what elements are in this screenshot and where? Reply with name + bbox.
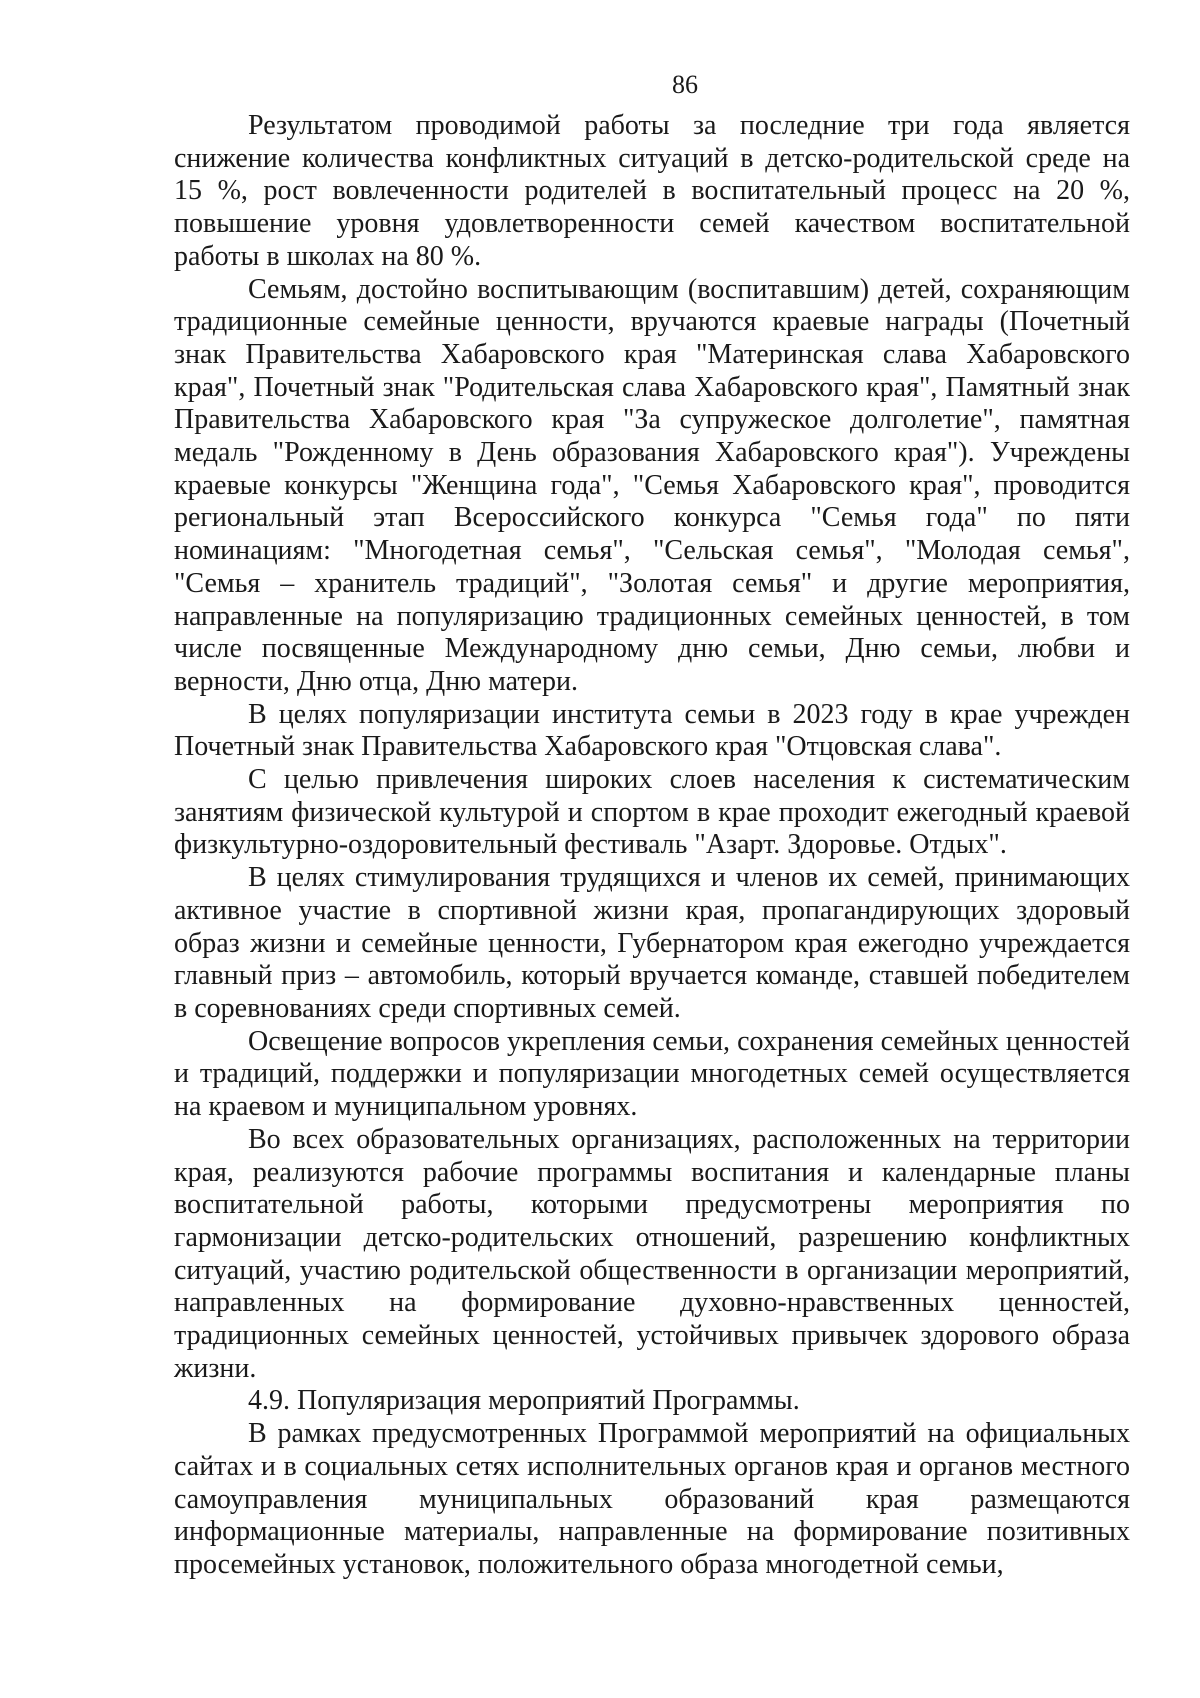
paragraph-fathers-glory: В целях популяризации института семьи в 2023 году в крае учрежден Почетный знак Правительства Хабаровского края "Отцовская слава". [174,698,1130,763]
paragraph-popularization: В рамках предусмотренных Программой мероприятий на официальных сайтах и в социальных сетях исполнительных органов края и органов местного самоуправления муниципальных образований края размещаются информационные материалы, направленные на формирование позитивных просемейных установок, положительного образа многодетной семьи, [174,1418,1130,1580]
paragraph-media-coverage: Освещение вопросов укрепления семьи, сохранения семейных ценностей и традиций, поддержки и популяризации многодетных семей осуществляется на краевом и муниципальном уровнях. [174,1025,1130,1123]
paragraph-governor-prize: В целях стимулирования трудящихся и членов их семей, принимающих активное участие в спортивной жизни края, пропагандирующих здоровый образ жизни и семейные ценности, Губернатором края ежегодно учреждается главный приз – автомобиль, который вручается команде, ставшей победителем в соревнованиях среди спортивных семей. [174,862,1130,1024]
section-heading-4-9: 4.9. Популяризация мероприятий Программы. [248,1385,800,1417]
paragraph-awards: Семьям, достойно воспитывающим (воспитавшим) детей, сохраняющим традиционные семейные ценности, вручаются краевые награды (Почетный знак Правительства Хабаровского края "Материнская слава Хабаровского края", Почетный знак "Родительская слава Хабаровского края", Памятный знак Правительства Хабаровского края "За супружеское долголетие", памятная медаль "Рожденному в День образования Хабаровского края"). Учреждены краевые конкурсы "Женщина года", "Семья Хабаровского края", проводится региональный этап Всероссийского конкурса "Семья года" по пяти номинациям: "Многодетная семья", "Сельская семья", "Молодая семья", "Семья – хранитель традиций", "Золотая семья" и другие мероприятия, направленные на популяризацию традиционных семейных ценностей, в том числе посвященные Международному дню семьи, Дню семьи, любви и верности, Дню отца, Дню матери. [174,273,1130,697]
paragraph-education-programs: Во всех образовательных организациях, расположенных на территории края, реализуются рабочие программы воспитания и календарные планы воспитательной работы, которыми предусмотрены мероприятия по гармонизации детско-родительских отношений, разрешению конфликтных ситуаций, участию родительской общественности в организации мероприятий, направленных на формирование духовно-нравственных ценностей, традиционных семейных ценностей, устойчивых привычек здорового образа жизни. [174,1123,1130,1384]
document-body [174,110,1130,1582]
paragraph-results: Результатом проводимой работы за последние три года является снижение количества конфликтных ситуаций в детско-родительской среде на 15 %, рост вовлеченности родителей в воспитательный процесс на 20 %, повышение уровня удовлетворенности семей качеством воспитательной работы в школах на 80 %. [174,110,1130,272]
page-number: 86 [672,70,698,99]
paragraph-sports-festival: С целью привлечения широких слоев населения к систематическим занятиям физической культурой и спортом в крае проходит ежегодный краевой физкультурно-оздоровительный фестиваль "Азарт. Здоровье. Отдых". [174,764,1130,861]
